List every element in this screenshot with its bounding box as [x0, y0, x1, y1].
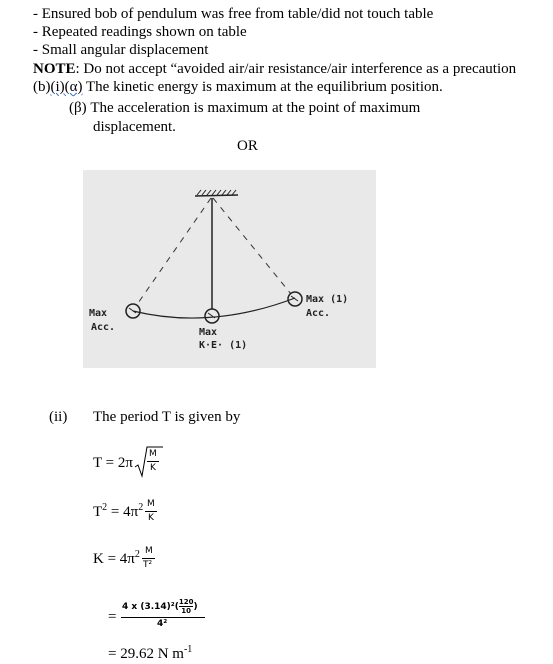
pendulum-diagram — [83, 170, 376, 368]
beta-text-2: displacement. — [93, 119, 176, 135]
result-text: = 29.62 N m — [108, 646, 184, 662]
equation-2-bar — [145, 511, 157, 512]
equation-1-num: M — [149, 449, 157, 459]
equation-2-mid: = 4π — [107, 504, 139, 520]
swing-arc — [133, 298, 295, 318]
equation-2-num: M — [147, 499, 155, 509]
equation-4-eq: = — [108, 609, 117, 625]
equation-1-den: K — [150, 463, 156, 473]
equation-4-close: ) — [193, 602, 198, 612]
equation-3-sup: 2 — [134, 549, 140, 560]
part-b-prefix: (b) — [33, 79, 51, 95]
equation-3-lhs: K = 4π — [93, 551, 135, 567]
equation-4-inner-num: 120 — [178, 598, 194, 606]
equation-4-inner-den: 10 — [181, 607, 192, 615]
equation-2-sup: 2 — [102, 502, 108, 513]
left-label-1: Max — [89, 308, 108, 319]
part-b-alpha-line — [33, 78, 443, 96]
pendulum-figure — [83, 170, 376, 368]
center-label-1: Max — [199, 327, 218, 338]
result-line — [108, 646, 192, 663]
precaution-line-2: - Repeated readings shown on table — [33, 24, 247, 40]
equation-3-bar — [142, 558, 155, 559]
equation-4-den: 4² — [157, 619, 168, 629]
equation-4-inner-frac — [179, 598, 194, 615]
note-line — [33, 60, 516, 78]
beta-label: (β) — [69, 100, 87, 116]
part-ii-intro: The period T is given by — [93, 409, 241, 425]
or-label: OR — [237, 138, 258, 154]
precaution-line-3: - Small angular displacement — [33, 42, 209, 58]
equation-2-lhs: T — [93, 504, 103, 520]
equation-1-bar — [147, 461, 159, 462]
note-label: NOTE — [33, 61, 76, 77]
part-i-label: (i) — [50, 79, 65, 95]
equation-3 — [93, 551, 140, 568]
note-text: : Do not accept “avoided air/air resistance/air interference as a precaution — [75, 61, 517, 77]
part-ii-label: (ii) — [49, 409, 68, 425]
right-label-2: Acc. — [306, 308, 331, 319]
right-string — [213, 198, 291, 294]
equation-1-lhs: T = 2π — [93, 455, 133, 471]
part-b-beta-line — [69, 99, 420, 117]
equation-3-den: T² — [143, 560, 153, 570]
ceiling-hatch — [197, 190, 236, 195]
equation-2-sup2: 2 — [138, 502, 144, 513]
equation-2 — [93, 504, 143, 521]
ceiling-line — [195, 195, 238, 196]
center-label-2: K·E· (1) — [199, 340, 248, 351]
left-label-2: Acc. — [91, 322, 116, 333]
left-string — [136, 198, 211, 306]
right-label-1: Max (1) — [306, 294, 349, 305]
equation-4-bar — [121, 617, 205, 618]
equation-4-numerator — [122, 598, 198, 615]
alpha-label: (α) — [64, 79, 83, 95]
equation-4-num: 4 x (3.14)²( — [122, 602, 179, 612]
result-sup: -1 — [183, 644, 193, 655]
beta-text-1: The acceleration is maximum at the point of maximum — [86, 100, 421, 116]
equation-3-num: M — [145, 546, 153, 556]
precaution-line-1: - Ensured bob of pendulum was free from table/did not touch table — [33, 6, 434, 22]
alpha-text: The kinetic energy is maximum at the equilibrium position. — [82, 79, 443, 95]
equation-2-den: K — [148, 513, 154, 523]
